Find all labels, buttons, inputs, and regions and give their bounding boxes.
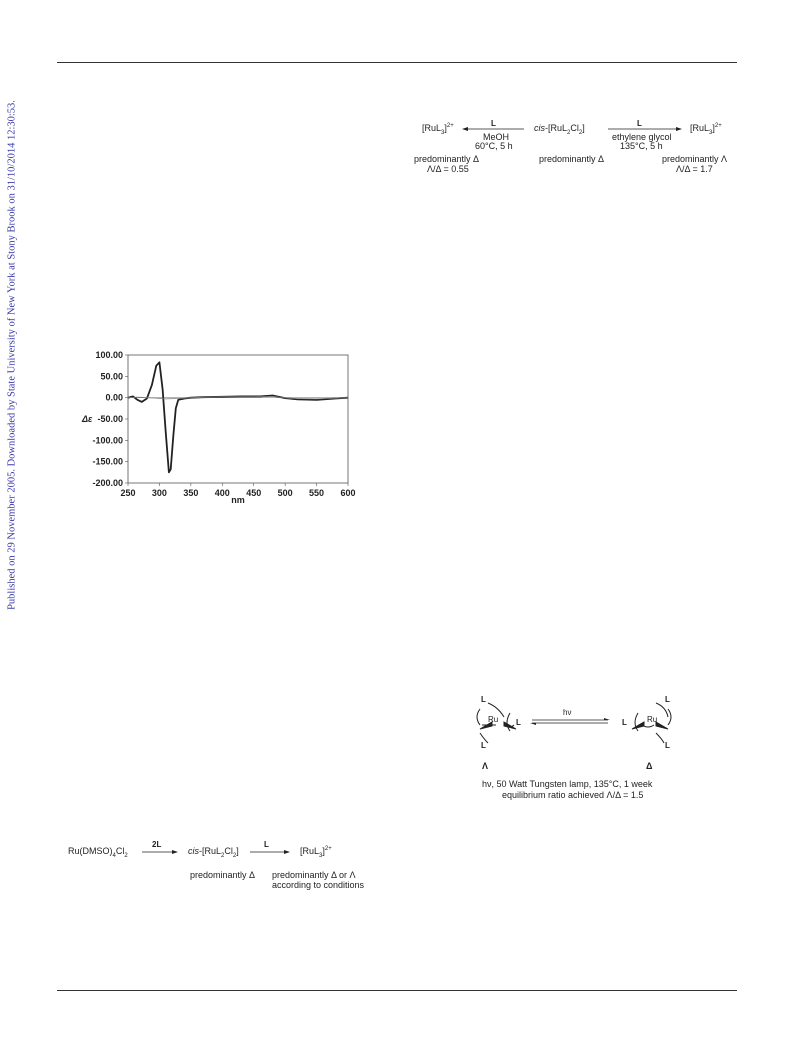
download-notice[interactable]: Published on 29 November 2005. Downloaded by State University of New York at Stony Brook on 31/10/2014 12:30:53. bbox=[6, 100, 18, 610]
footer-rule bbox=[57, 990, 737, 991]
scheme1-right-reagent: L bbox=[637, 119, 642, 128]
scheme1-left-conditions: 60°C, 5 h bbox=[475, 141, 513, 151]
scheme3-intermediate: cis-$[RuL_2Cl_2]$ bbox=[188, 846, 239, 859]
y-tick-label: -200.00 bbox=[92, 478, 123, 488]
right-metal: Ru bbox=[647, 715, 658, 724]
cd-series-thick bbox=[128, 362, 348, 472]
y-tick-label: -50.00 bbox=[97, 414, 123, 424]
scheme3-reagent2: L bbox=[264, 840, 269, 849]
scheme1-left-reagent: L bbox=[491, 119, 496, 128]
scheme2-equilibrium: equilibrium ratio achieved Λ/Δ = 1.5 bbox=[502, 790, 644, 800]
scheme1-left-note: predominantly Δ bbox=[414, 154, 480, 164]
x-tick-label: 250 bbox=[120, 488, 136, 498]
scheme-synthesis-conditions bbox=[412, 118, 742, 178]
right-complex-label: Δ bbox=[646, 761, 653, 771]
x-tick-label: 400 bbox=[214, 488, 230, 498]
scheme3-intermediate-note: predominantly Δ bbox=[190, 870, 256, 880]
x-tick-label: 550 bbox=[309, 488, 325, 498]
header-rule bbox=[57, 62, 737, 63]
right-ligand-bottom: L bbox=[665, 741, 670, 750]
left-complex-label: Λ bbox=[482, 761, 489, 771]
scheme3-product-note-1: predominantly Δ or Λ bbox=[272, 870, 356, 880]
y-tick-label: 50.00 bbox=[100, 371, 123, 382]
left-ligand-bottom: L bbox=[481, 741, 486, 750]
scheme1-right-ratio: Λ/Δ = 1.7 bbox=[676, 164, 713, 174]
y-tick-label: -100.00 bbox=[92, 435, 123, 446]
scheme-photoisomerisation bbox=[470, 695, 690, 805]
x-axis-label: nm bbox=[231, 495, 245, 505]
right-ligand-left: L bbox=[622, 718, 627, 727]
scheme2-conditions: hν, 50 Watt Tungsten lamp, 135°C, 1 week bbox=[482, 779, 653, 789]
left-ligand-top: L bbox=[481, 695, 486, 704]
scheme1-left-solvent: MeOH bbox=[483, 132, 510, 142]
scheme-general-synthesis bbox=[68, 840, 388, 895]
scheme1-center-note: predominantly Δ bbox=[539, 154, 605, 164]
scheme3-product: $[RuL_3]^{2+}$ bbox=[300, 846, 332, 859]
x-tick-label: 500 bbox=[277, 488, 293, 498]
cd-spectrum-svg bbox=[80, 345, 360, 510]
scheme3-start: $Ru(DMSO)_4Cl_2$ bbox=[68, 846, 128, 859]
cd-spectrum-chart bbox=[80, 345, 360, 510]
x-tick-label: 600 bbox=[340, 488, 356, 498]
scheme1-center: cis-$[RuL_2Cl_2]$ bbox=[534, 123, 585, 136]
scheme1-right-conditions: 135°C, 5 h bbox=[620, 141, 663, 151]
x-tick-label: 450 bbox=[246, 488, 262, 498]
y-axis-label: Δε bbox=[82, 414, 93, 424]
y-tick-label: 0.00 bbox=[105, 392, 123, 403]
scheme3-product-note-2: according to conditions bbox=[272, 880, 365, 890]
download-sidebar bbox=[0, 0, 24, 1040]
y-tick-label: 100.00 bbox=[95, 350, 123, 360]
scheme1-right-note: predominantly Λ bbox=[662, 154, 728, 164]
x-tick-label: 350 bbox=[183, 488, 199, 498]
scheme1-right-product: $[RuL_3]^{2+}$ bbox=[690, 123, 722, 136]
scheme3-reagent1: 2L bbox=[152, 840, 162, 849]
left-metal: Ru bbox=[488, 715, 499, 724]
right-ligand-top: L bbox=[665, 695, 670, 704]
arrow-label: hν bbox=[563, 708, 572, 717]
left-ligand-right: L bbox=[516, 718, 521, 727]
x-tick-label: 300 bbox=[151, 488, 167, 498]
scheme1-right-solvent: ethylene glycol bbox=[612, 132, 672, 142]
scheme1-left-product: $[RuL_3]^{2+}$ bbox=[422, 123, 454, 136]
y-tick-label: -150.00 bbox=[92, 456, 123, 467]
scheme1-left-ratio: Λ/Δ = 0.55 bbox=[427, 164, 469, 174]
